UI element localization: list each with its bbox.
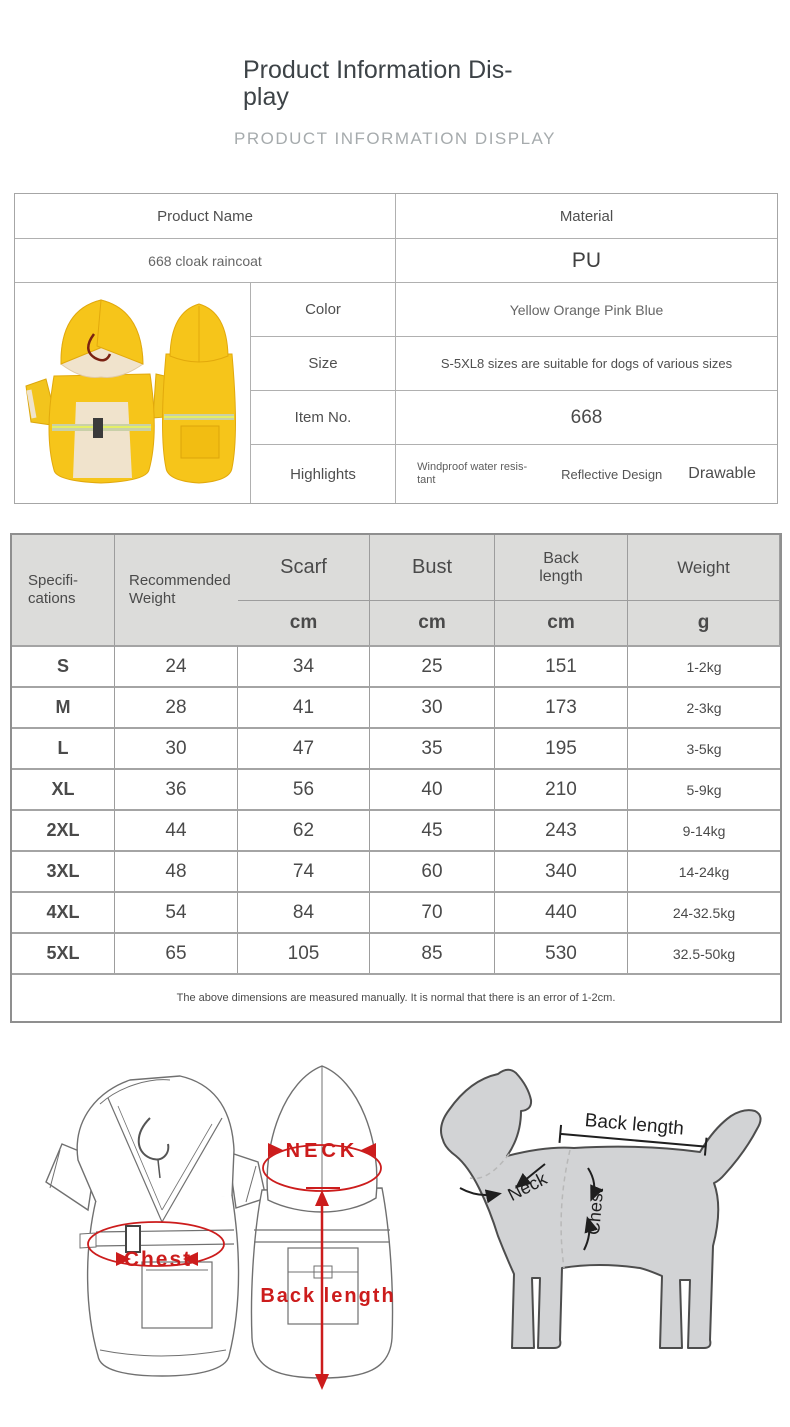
dog-measurement-diagram xyxy=(441,1070,761,1348)
size-chart-table xyxy=(10,533,782,1023)
row-3xl-scarf: 48 xyxy=(115,850,238,891)
unit-scarf: cm xyxy=(238,601,370,645)
row-5xl-rec: 32.5-50kg xyxy=(628,932,780,973)
spec-header xyxy=(12,535,115,645)
highlight-drawable: Drawable xyxy=(688,465,756,482)
col-header-back-length-text: Back length xyxy=(539,549,583,585)
row-m-scarf: 28 xyxy=(115,686,238,727)
unit-weight: g xyxy=(628,601,780,645)
row-3xl-size: 3XL xyxy=(12,850,115,891)
highlights-value xyxy=(396,445,777,503)
highlights-label: Highlights xyxy=(251,445,396,503)
dog-back-length-label: Back length xyxy=(583,1110,685,1140)
highlight-windproof: Windproof water resis-tant xyxy=(417,461,528,486)
row-m-size: M xyxy=(12,686,115,727)
row-xl-scarf: 36 xyxy=(115,768,238,809)
raincoat-front-line-drawing xyxy=(46,1076,266,1376)
col-header-recommended xyxy=(115,535,238,645)
row-3xl-weight: 340 xyxy=(495,850,628,891)
row-2xl-size: 2XL xyxy=(12,809,115,850)
back-length-label: Back length xyxy=(260,1285,396,1307)
row-4xl-back: 70 xyxy=(370,891,495,932)
page-title-line1: Product Information Dis- xyxy=(243,56,513,84)
color-value: Yellow Orange Pink Blue xyxy=(396,283,777,337)
page-title xyxy=(243,57,543,111)
row-2xl-weight: 243 xyxy=(495,809,628,850)
row-m-back: 30 xyxy=(370,686,495,727)
material-value: PU xyxy=(396,239,777,283)
raincoat-back-view xyxy=(162,304,235,483)
row-5xl-scarf: 65 xyxy=(115,932,238,973)
row-3xl-back: 60 xyxy=(370,850,495,891)
page-title-line2: play xyxy=(243,83,289,111)
row-xl-back: 40 xyxy=(370,768,495,809)
row-s-rec: 1-2kg xyxy=(628,645,780,686)
row-2xl-bust: 62 xyxy=(238,809,370,850)
recommended-header-text: Recommended Weight xyxy=(129,572,231,607)
row-4xl-size: 4XL xyxy=(12,891,115,932)
product-photo xyxy=(15,283,251,503)
measurement-diagrams-svg xyxy=(0,1040,790,1427)
row-l-rec: 3-5kg xyxy=(628,727,780,768)
measurement-note: The above dimensions are measured manually. It is normal that there is an error of 1-2cm. xyxy=(12,973,780,1021)
row-m-weight: 173 xyxy=(495,686,628,727)
col-header-back-length xyxy=(495,535,628,601)
row-l-size: L xyxy=(12,727,115,768)
row-xl-rec: 5-9kg xyxy=(628,768,780,809)
raincoat-product-image xyxy=(16,284,250,502)
unit-back-length: cm xyxy=(495,601,628,645)
dog-chest-label: Chest xyxy=(583,1187,608,1236)
highlight-reflective: Reflective Design xyxy=(561,466,663,482)
row-s-back: 25 xyxy=(370,645,495,686)
col-header-weight: Weight xyxy=(628,535,780,601)
row-4xl-rec: 24-32.5kg xyxy=(628,891,780,932)
row-l-bust: 47 xyxy=(238,727,370,768)
col-header-scarf: Scarf xyxy=(238,535,370,601)
row-3xl-rec: 14-24kg xyxy=(628,850,780,891)
material-header: Material xyxy=(396,194,777,239)
row-xl-weight: 210 xyxy=(495,768,628,809)
row-l-weight: 195 xyxy=(495,727,628,768)
row-xl-size: XL xyxy=(12,768,115,809)
row-l-back: 35 xyxy=(370,727,495,768)
row-5xl-back: 85 xyxy=(370,932,495,973)
highlights-list xyxy=(396,461,777,487)
front-chest-label: Chest xyxy=(123,1248,193,1271)
size-value: S-5XL8 sizes are suitable for dogs of various sizes xyxy=(396,337,777,391)
product-name-value: 668 cloak raincoat xyxy=(15,239,396,283)
row-2xl-back: 45 xyxy=(370,809,495,850)
row-s-scarf: 24 xyxy=(115,645,238,686)
item-no-label: Item No. xyxy=(251,391,396,445)
product-name-header: Product Name xyxy=(15,194,396,239)
row-xl-bust: 56 xyxy=(238,768,370,809)
size-label: Size xyxy=(251,337,396,391)
measurement-diagrams xyxy=(0,1040,790,1427)
row-4xl-scarf: 54 xyxy=(115,891,238,932)
row-4xl-weight: 440 xyxy=(495,891,628,932)
spec-header-text: Specifi-cations xyxy=(28,572,79,607)
row-s-size: S xyxy=(12,645,115,686)
back-neck-label: NECK xyxy=(285,1140,359,1162)
raincoat-front-view xyxy=(26,300,182,483)
row-s-bust: 34 xyxy=(238,645,370,686)
row-5xl-weight: 530 xyxy=(495,932,628,973)
dog-neck-label: Neck xyxy=(504,1168,551,1205)
row-3xl-bust: 74 xyxy=(238,850,370,891)
row-m-rec: 2-3kg xyxy=(628,686,780,727)
unit-bust: cm xyxy=(370,601,495,645)
color-label: Color xyxy=(251,283,396,337)
row-m-bust: 41 xyxy=(238,686,370,727)
item-no-value: 668 xyxy=(396,391,777,445)
row-s-weight: 151 xyxy=(495,645,628,686)
product-info-table xyxy=(14,193,778,504)
col-header-bust: Bust xyxy=(370,535,495,601)
row-2xl-scarf: 44 xyxy=(115,809,238,850)
page-subtitle: PRODUCT INFORMATION DISPLAY xyxy=(234,129,556,148)
row-4xl-bust: 84 xyxy=(238,891,370,932)
row-5xl-bust: 105 xyxy=(238,932,370,973)
row-2xl-rec: 9-14kg xyxy=(628,809,780,850)
row-5xl-size: 5XL xyxy=(12,932,115,973)
row-l-scarf: 30 xyxy=(115,727,238,768)
